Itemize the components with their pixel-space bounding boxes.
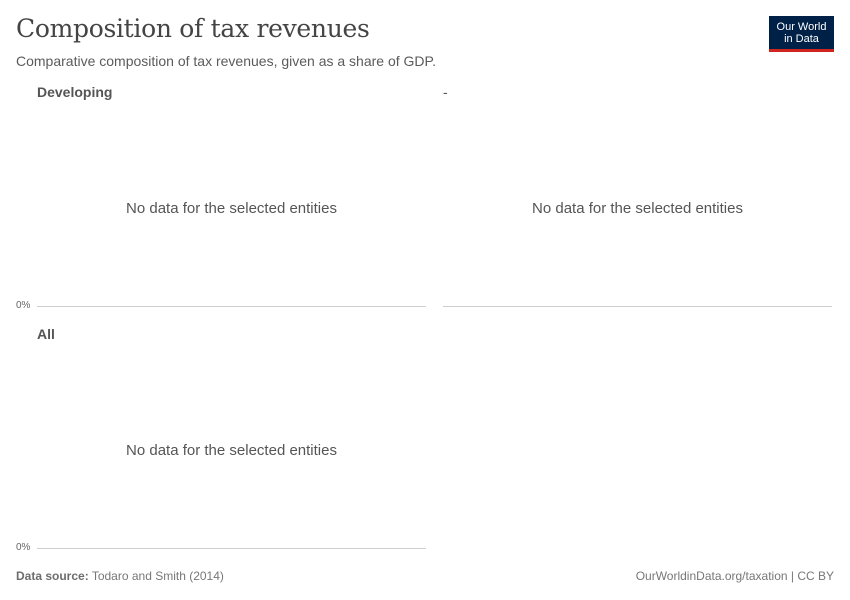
panel-title-dash: - — [443, 84, 448, 100]
no-data-message: No data for the selected entities — [126, 442, 337, 459]
chart-title: Composition of tax revenues — [16, 14, 370, 43]
data-source — [16, 569, 224, 583]
owid-logo[interactable] — [769, 16, 834, 52]
data-source-label: Data source: — [16, 569, 89, 583]
x-axis-line — [37, 306, 426, 307]
logo-line-2: in Data — [784, 33, 819, 45]
no-data-message: No data for the selected entities — [532, 200, 743, 217]
y-tick-label: 0% — [16, 300, 31, 311]
data-source-value[interactable]: Todaro and Smith (2014) — [91, 569, 224, 583]
x-axis-line — [443, 306, 832, 307]
y-tick-label: 0% — [16, 542, 31, 553]
footer-link[interactable]: OurWorldinData.org/taxation | CC BY — [635, 569, 834, 583]
chart-subtitle: Comparative composition of tax revenues, given as a share of GDP. — [16, 53, 436, 69]
logo-line-1: Our World — [776, 21, 827, 33]
no-data-message: No data for the selected entities — [126, 200, 337, 217]
panel-title-developing: Developing — [37, 84, 113, 100]
x-axis-line — [37, 548, 426, 549]
panel-title-all: All — [37, 326, 55, 342]
